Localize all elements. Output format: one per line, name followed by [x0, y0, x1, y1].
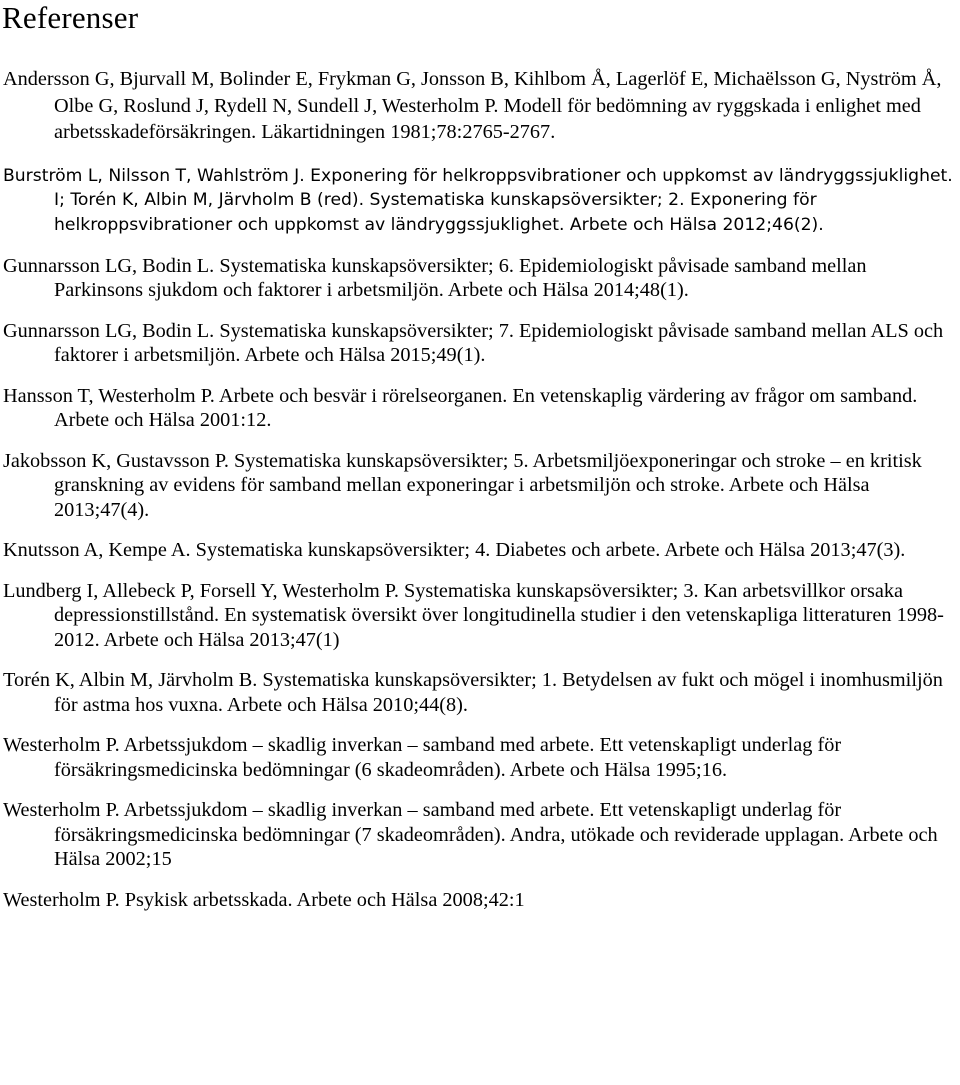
reference-westerholm-1995: Westerholm P. Arbetssjukdom – skadlig inverkan – samband med arbete. Ett vetenskapligt underlag för försäkringsmedicinska bedömningar (6 skadeområden). Arbete och Hälsa 1995;16. — [3, 734, 842, 781]
reference-burstrom-2012: Burström L, Nilsson T, Wahlström J. Exponering för helkroppsvibrationer och uppkomst av ländryggssjuklighet. I; Torén K, Albin M, Järvholm B (red). Systematiska kunskapsöversikter; 2. Exponering för helkroppsvibrationer och uppkomst av ländryggssjuklighet. Arbete och Hälsa 2012;46(2). — [3, 165, 953, 236]
reference-lundberg-2013: Lundberg I, Allebeck P, Forsell Y, Westerholm P. Systematiska kunskapsöversikter; 3. Kan arbetsvillkor orsaka depressionstillstånd. En systematisk översikt över longitudinella studier i den vetenskapliga litteraturen 1998-2012. Arbete och Hälsa 2013;47(1) — [3, 579, 944, 651]
reference-gunnarsson-2014: Gunnarsson LG, Bodin L. Systematiska kunskapsöversikter; 6. Epidemiologiskt påvisade samband mellan Parkinsons sjukdom och faktorer i arbetsmiljön. Arbete och Hälsa 2014;48(1). — [3, 254, 867, 302]
reference-knutsson-2013: Knutsson A, Kempe A. Systematiska kunskapsöversikter; 4. Diabetes och arbete. Arbete och Hälsa 2013;47(3). — [3, 539, 906, 562]
reference-toren-2010: Torén K, Albin M, Järvholm B. Systematiska kunskapsöversikter; 1. Betydelsen av fukt och mögel i inomhusmiljön för astma hos vuxna. Arbete och Hälsa 2010;44(8). — [3, 669, 943, 716]
page-title: Referenser — [2, 0, 139, 35]
reference-list — [2, 66, 954, 912]
reference-andersson-1981: Andersson G, Bjurvall M, Bolinder E, Frykman G, Jonsson B, Kihlbom Å, Lagerlöf E, Michaëlsson G, Nyström Å, Olbe G, Roslund J, Rydell N, Sundell J, Westerholm P. Modell för bedömning av ryggskada i enlighet med arbetsskadeförsäkringen. Läkartidningen 1981;78:2765-2767. — [3, 68, 942, 143]
reference-hansson-2001: Hansson T, Westerholm P. Arbete och besvär i rörelseorganen. En vetenskaplig värdering av frågor om samband. Arbete och Hälsa 2001:12. — [3, 384, 918, 432]
reference-westerholm-2002: Westerholm P. Arbetssjukdom – skadlig inverkan – samband med arbete. Ett vetenskapligt underlag för försäkringsmedicinska bedömningar (7 skadeområden). Andra, utökade och reviderade upplagan. Arbete och Hälsa 2002;15 — [3, 799, 938, 871]
reference-jakobsson-2013: Jakobsson K, Gustavsson P. Systematiska kunskapsöversikter; 5. Arbetsmiljöexponeringar och stroke – en kritisk granskning av evidens för samband mellan exponeringar i arbetsmiljön och stroke. Arbete och Hälsa 2013;47(4). — [3, 449, 922, 521]
reference-gunnarsson-2015: Gunnarsson LG, Bodin L. Systematiska kunskapsöversikter; 7. Epidemiologiskt påvisade samband mellan ALS och faktorer i arbetsmiljön. Arbete och Hälsa 2015;49(1). — [3, 319, 944, 367]
reference-westerholm-2008: Westerholm P. Psykisk arbetsskada. Arbete och Hälsa 2008;42:1 — [3, 888, 525, 911]
